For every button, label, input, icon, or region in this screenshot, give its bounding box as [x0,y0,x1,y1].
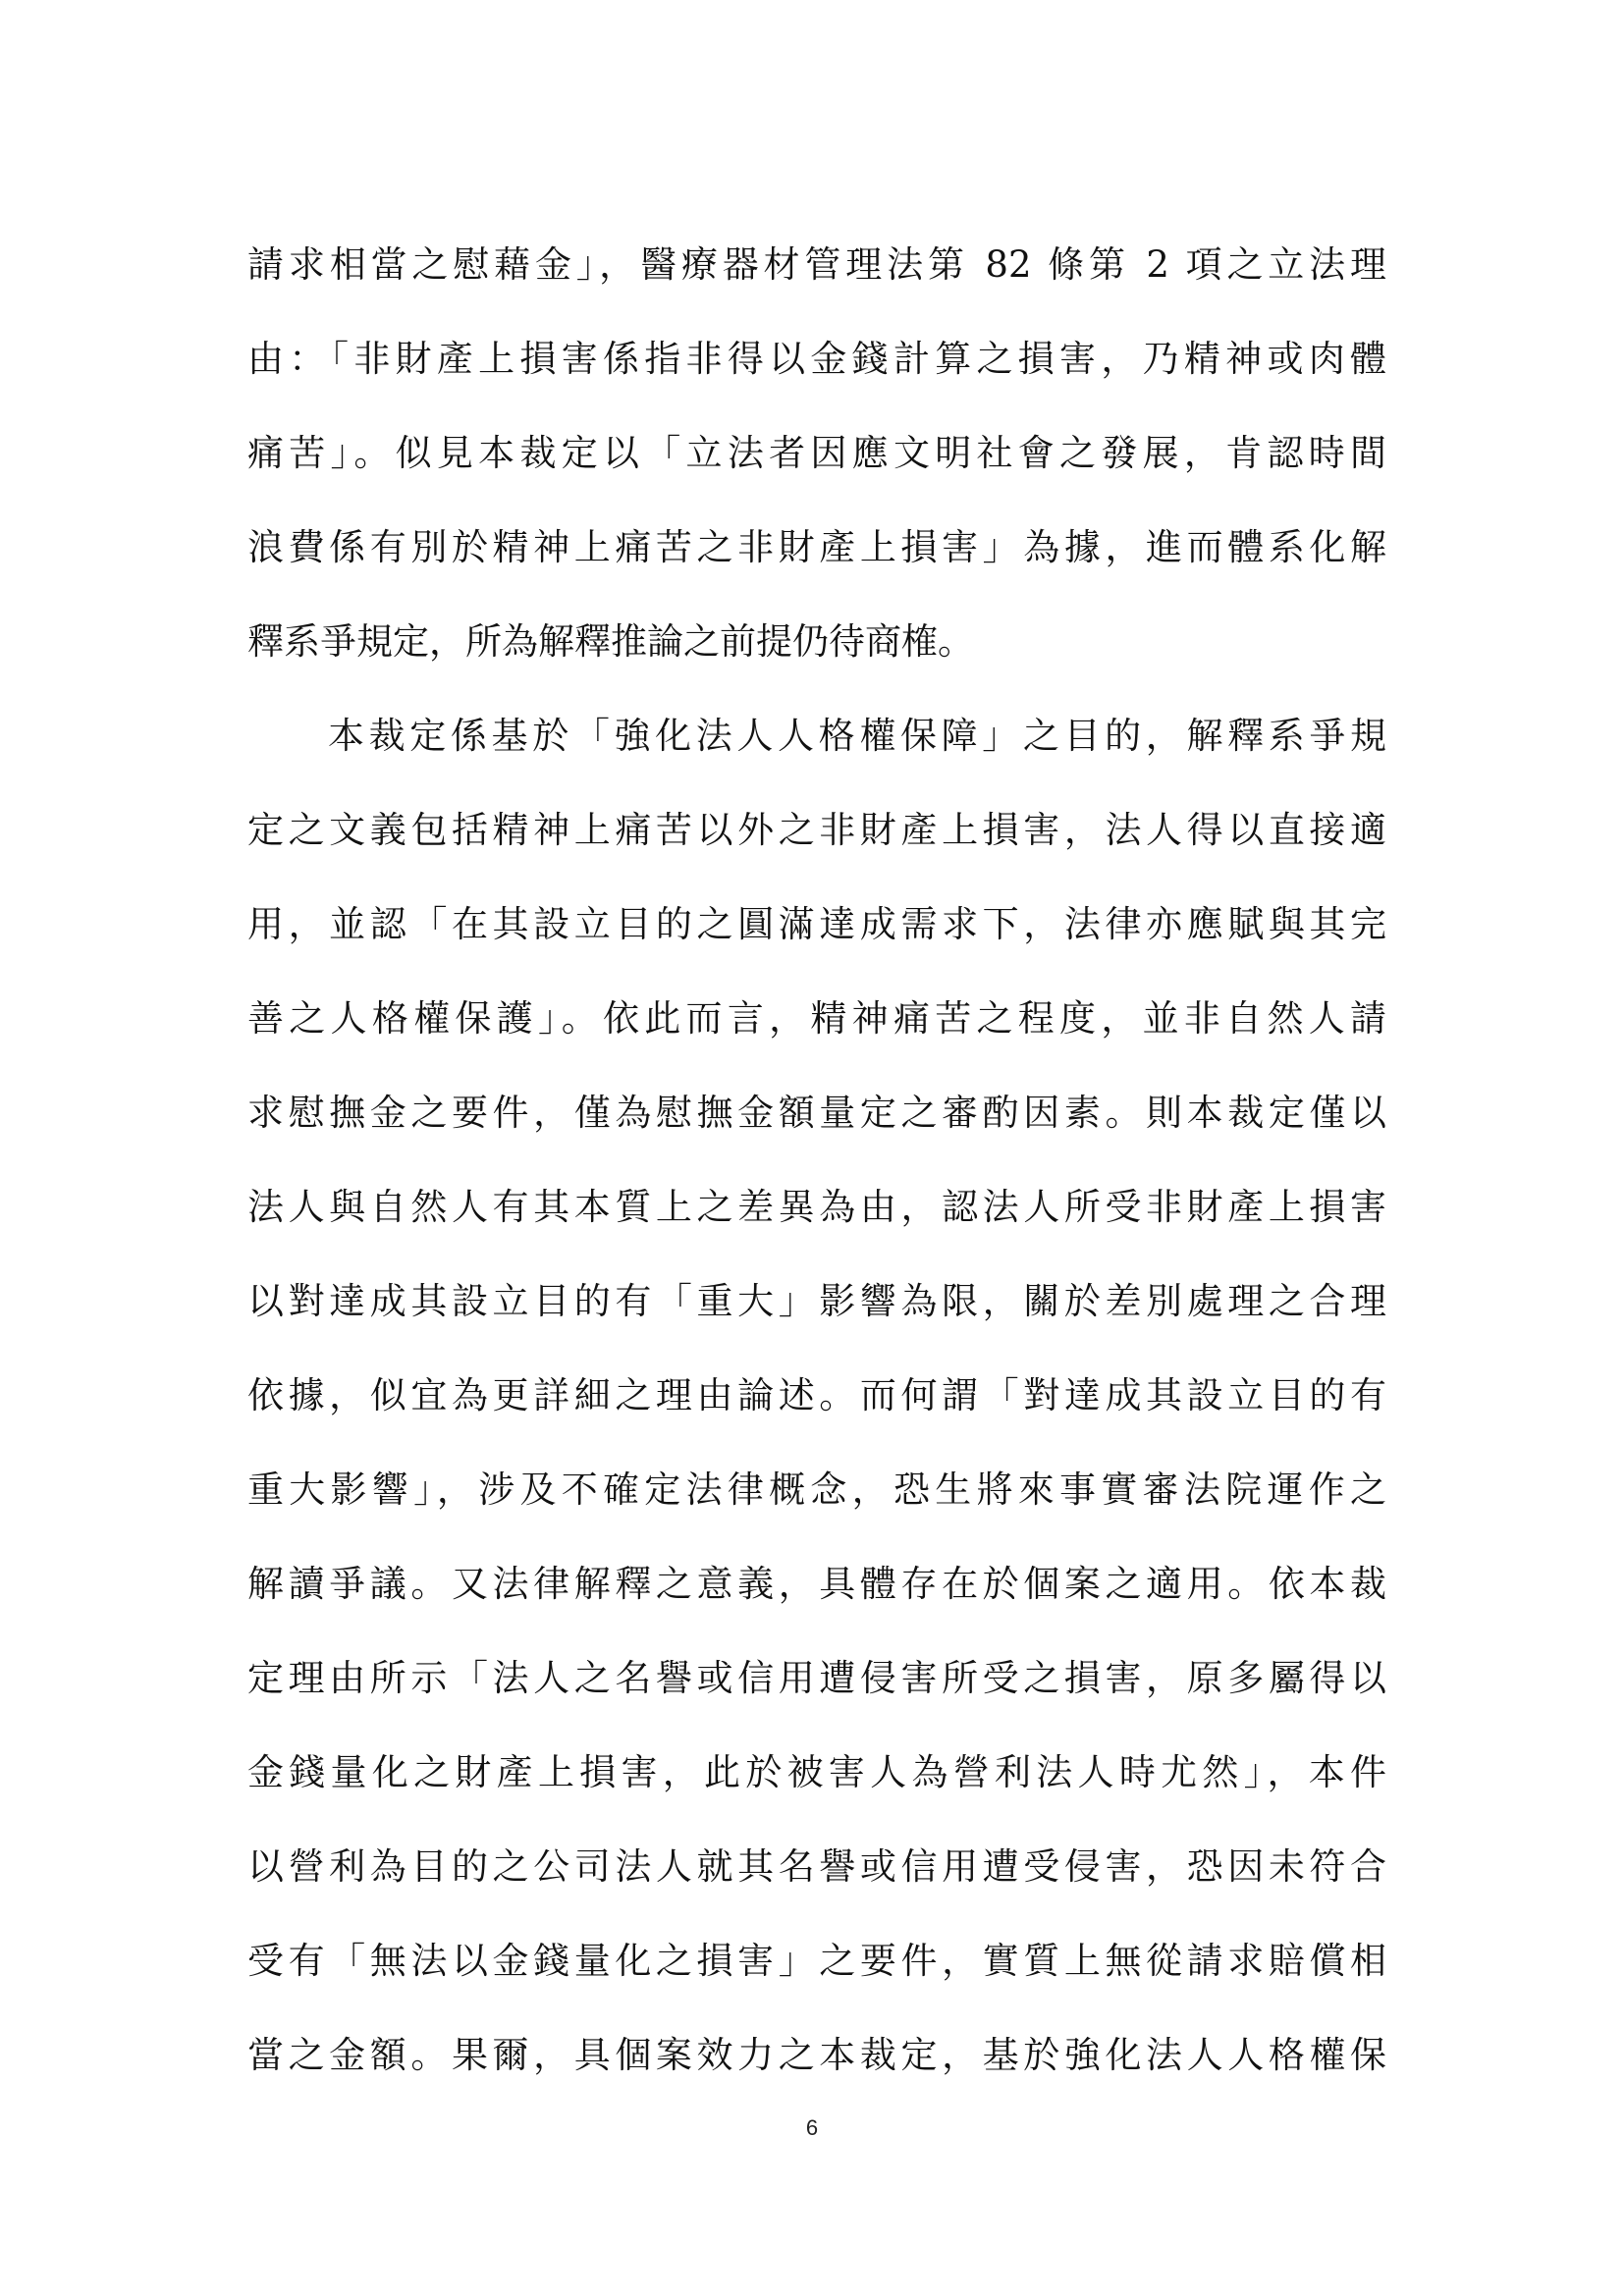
text-line-2: 由：「非財產上損害係指非得以金錢計算之損害，乃精神或肉體 [247,338,1386,380]
body-text [247,218,1386,2103]
text-line-16: 定理由所示「法人之名譽或信用遭侵害所受之損害，原多屬得以 [247,1657,1386,1699]
text-line-18: 以營利為目的之公司法人就其名譽或信用遭受侵害，恐因未符合 [247,1845,1386,1888]
text-line-5: 釋系爭規定，所為解釋推論之前提仍待商榷。 [247,620,974,663]
page-number: 6 [805,2115,819,2140]
text-line-14: 重大影響」，涉及不確定法律概念，恐生將來事實審法院運作之 [247,1468,1386,1511]
text-line-6: 本裁定係基於「強化法人人格權保障」之目的，解釋系爭規 [328,715,1386,757]
text-line-7: 定之文義包括精神上痛苦以外之非財產上損害，法人得以直接適 [247,809,1386,851]
text-line-13: 依據，似宜為更詳細之理由論述。而何謂「對達成其設立目的有 [247,1374,1386,1416]
text-line-15: 解讀爭議。又法律解釋之意義，具體存在於個案之適用。依本裁 [247,1563,1386,1605]
text-line-3: 痛苦」。似見本裁定以「立法者因應文明社會之發展，肯認時間 [247,432,1386,474]
text-line-12: 以對達成其設立目的有「重大」影響為限，關於差別處理之合理 [247,1280,1386,1322]
text-line-1: 請求相當之慰藉金」，醫療器材管理法第 82 條第 2 項之立法理 [247,243,1386,286]
text-line-8: 用，並認「在其設立目的之圓滿達成需求下，法律亦應賦與其完 [247,903,1386,945]
text-line-17: 金錢量化之財產上損害，此於被害人為營利法人時尤然」，本件 [247,1751,1386,1793]
text-line-9: 善之人格權保護」。依此而言，精神痛苦之程度，並非自然人請 [247,997,1386,1040]
text-line-10: 求慰撫金之要件，僅為慰撫金額量定之審酌因素。則本裁定僅以 [247,1092,1386,1134]
text-line-20: 當之金額。果爾，具個案效力之本裁定，基於強化法人人格權保 [247,2034,1386,2076]
text-line-19: 受有「無法以金錢量化之損害」之要件，實質上無從請求賠償相 [247,1940,1386,1982]
text-line-11: 法人與自然人有其本質上之差異為由，認法人所受非財產上損害 [247,1186,1386,1228]
text-line-4: 浪費係有別於精神上痛苦之非財產上損害」為據，進而體系化解 [247,526,1386,568]
